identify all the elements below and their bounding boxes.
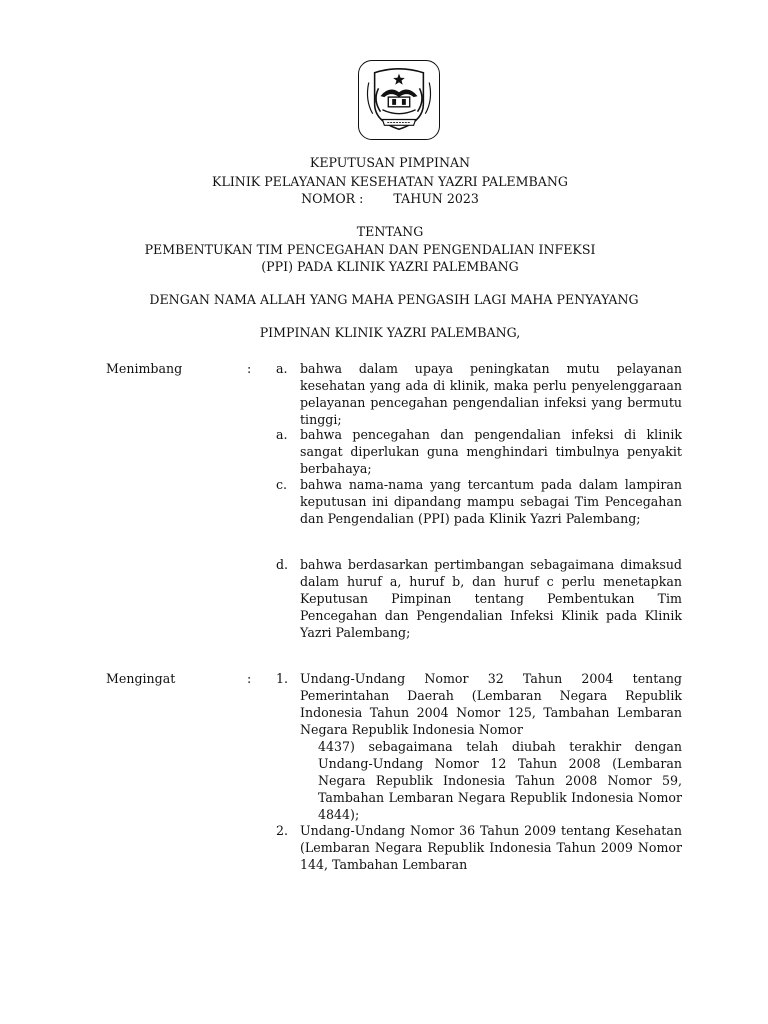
- mengingat-label: Mengingat: [106, 671, 176, 686]
- item-marker: a.: [276, 361, 288, 376]
- tentang-heading: TENTANG: [356, 224, 424, 239]
- subject-line-1: PEMBENTUKAN TIM PENCEGAHAN DAN PENGENDALIAN INFEKSI: [144, 242, 596, 257]
- item-text: Undang-Undang Nomor 36 Tahun 2009 tentang Kesehatan (Lembaran Negara Republik Indonesia Tahun 2009 Nomor 144, Tambahan Lembaran: [300, 823, 682, 872]
- item-marker: d.: [276, 557, 289, 572]
- menimbang-item-c: [276, 476, 682, 527]
- tahun-label: TAHUN 2023: [393, 191, 479, 206]
- item-marker: c.: [276, 477, 288, 492]
- item-text: bahwa berdasarkan pertimbangan sebagaimana dimaksud dalam huruf a, huruf b, dan huruf c perlu menetapkan Keputusan Pimpinan tentang Pembentukan Tim Pencegahan dan Pengendalian Infeksi Klinik pada Klinik Yazri Palembang;: [300, 557, 682, 640]
- decree-title: KEPUTUSAN PIMPINAN: [309, 155, 471, 170]
- regional-emblem: [358, 60, 440, 140]
- nomor-label: NOMOR :: [301, 191, 364, 206]
- menimbang-item-d: [276, 556, 682, 641]
- item-text: Undang-Undang Nomor 32 Tahun 2004 tentang Pemerintahan Daerah (Lembaran Negara Republik Indonesia Tahun 2004 Nomor 125, Tambahan Lembaran Negara Republik Indonesia Nomor: [300, 671, 682, 737]
- clinic-name: KLINIK PELAYANAN KESEHATAN YAZRI PALEMBANG: [212, 174, 568, 189]
- subject-line-2: (PPI) PADA KLINIK YAZRI PALEMBANG: [261, 259, 519, 274]
- item-marker: a.: [276, 427, 288, 442]
- decree-number-line: [80, 191, 700, 207]
- item-text-continued: 4437) sebagaimana telah diubah terakhir dengan Undang-Undang Nomor 12 Tahun 2008 (Lembaran Negara Republik Indonesia Tahun 2008 Nomor 59, Tambahan Lembaran Negara Republik Indonesia Nomor 4844);: [318, 739, 682, 822]
- mengingat-item-1: [276, 670, 682, 823]
- regional-emblem-icon: [359, 61, 439, 139]
- item-marker: 2.: [276, 823, 289, 838]
- menimbang-colon: :: [247, 361, 252, 376]
- mengingat-item-2: [276, 822, 682, 873]
- menimbang-item-b: [276, 426, 682, 477]
- mengingat-colon: :: [247, 671, 252, 686]
- invocation: DENGAN NAMA ALLAH YANG MAHA PENGASIH LAGI MAHA PENYAYANG: [149, 292, 639, 307]
- item-text: bahwa dalam upaya peningkatan mutu pelayanan kesehatan yang ada di klinik, maka perlu penyelenggaraan pelayanan pencegahan pengendalian infeksi yang bermutu tinggi;: [300, 361, 682, 427]
- mengingat-section: [106, 670, 682, 890]
- item-text: bahwa nama-nama yang tercantum pada dalam lampiran keputusan ini dipandang mampu sebagai Tim Pencegahan dan Pengendalian (PPI) pada Klinik Yazri Palembang;: [300, 477, 682, 526]
- menimbang-label: Menimbang: [106, 361, 183, 376]
- item-text: bahwa pencegahan dan pengendalian infeksi di klinik sangat diperlukan guna menghindari timbulnya penyakit berbahaya;: [300, 427, 682, 476]
- authority-line: PIMPINAN KLINIK YAZRI PALEMBANG,: [259, 325, 521, 340]
- menimbang-section: [106, 360, 682, 640]
- item-marker: 1.: [276, 671, 289, 686]
- menimbang-item-a: [276, 360, 682, 428]
